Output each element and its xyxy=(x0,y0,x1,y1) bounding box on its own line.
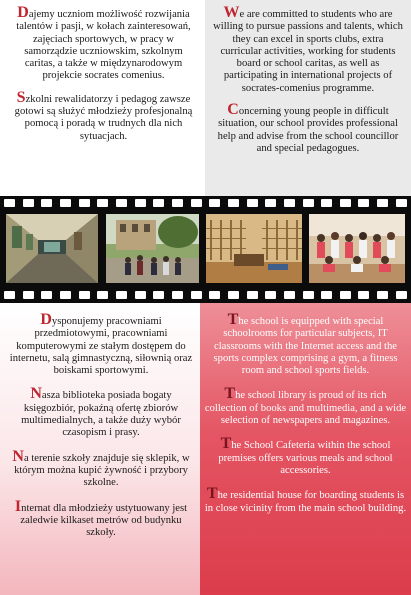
drop-initial: T xyxy=(224,385,236,403)
sprocket-holes-top xyxy=(0,199,411,208)
paragraph-text: he residential house for boarding students is in close vicinity from the main school building. xyxy=(204,490,407,514)
paragraph-text: a terenie szkoły znajduje się sklepik, w którym można kupić żywność i przybory szkolne. xyxy=(14,452,190,489)
bottom-left-text-panel xyxy=(0,303,200,595)
paragraph xyxy=(6,311,196,377)
paragraph-text: nternat dla młodzieży ustytuowany jest zaledwie kilkaset metrów od budynku szkoły. xyxy=(20,502,188,539)
paragraph-text: oncerning young people in difficult situation, our school provides professional help and advise from the school councillor and special pedagogues. xyxy=(217,106,399,154)
paragraph xyxy=(204,435,407,477)
paragraph xyxy=(8,4,199,83)
drop-initial: T xyxy=(227,311,239,328)
paragraph-text: he School Cafeteria within the school premises offers various meals and school accessories. xyxy=(218,440,393,476)
students-outdoor-photo xyxy=(106,214,199,283)
drop-initial: N xyxy=(12,447,24,465)
drop-initial: T xyxy=(206,485,218,503)
school-corridor-photo xyxy=(6,214,98,283)
drop-initial: S xyxy=(16,88,26,106)
student-group-photo xyxy=(309,214,405,283)
paragraph xyxy=(204,385,407,427)
paragraph xyxy=(204,485,407,515)
drop-initial: D xyxy=(17,4,29,21)
paragraph-text: he school library is proud of its rich collection of books and multimedia, and a wide selection of newspapers and magazines. xyxy=(204,390,407,427)
paragraph-text: zkolni rewalidatorzy i pedagog zawsze gotowi są służyć młodzieży profesjonalną pomocą i poradą w trudnych dla nich sytuacjach. xyxy=(14,93,193,142)
sprocket-holes-bottom xyxy=(0,291,411,300)
paragraph-text: he school is equipped with special schoolrooms for particular subjects, IT classrooms with the Internet access and the sports complex comprising a gym, a fitness room and school sports fields. xyxy=(213,316,398,377)
top-left-text-panel xyxy=(0,0,205,196)
drop-initial: I xyxy=(14,497,22,515)
paragraph xyxy=(211,101,405,155)
paragraph xyxy=(6,447,196,490)
paragraph xyxy=(6,497,196,540)
drop-initial: W xyxy=(223,4,240,21)
paragraph xyxy=(8,88,199,143)
paragraph xyxy=(204,311,407,377)
bottom-right-text-panel xyxy=(200,303,411,595)
paragraph-text: ysponujemy pracowniami przedmiotowymi, pracowniami komputerowymi ze stałym dostępem do internetu, salą gimnastyczną, siłownią oraz boiskami sportowymi. xyxy=(9,316,193,377)
filmstrip xyxy=(0,196,411,303)
drop-initial: C xyxy=(227,101,239,119)
gym-hall-photo xyxy=(206,214,302,283)
drop-initial: D xyxy=(40,311,52,328)
paragraph-text: ajemy uczniom możliwość rozwijania talentów i pasji, w kołach zainteresowań, zajęciach sportowych, w pracy w samorządzie uczniowskim, szkolnym caritas, a także w międzynarodowym projekcie socrates comenius. xyxy=(16,9,191,82)
drop-initial: N xyxy=(30,385,42,403)
paragraph xyxy=(211,4,405,95)
paragraph-text: asza biblioteka posiada bogaty księgozbiór, pokaźną ofertę zbiorów multimedialnych, a także duży wybór czasopism i prasy. xyxy=(21,390,181,439)
paragraph-text: e are committed to students who are willing to pursue passions and talents, which they can excel in sports clubs, extra curricular activities, working for students board or school caritas, as well as participating in international projects of socrates-comenius programme. xyxy=(213,9,403,94)
drop-initial: T xyxy=(220,435,232,453)
paragraph xyxy=(6,385,196,439)
top-right-text-panel xyxy=(205,0,411,196)
